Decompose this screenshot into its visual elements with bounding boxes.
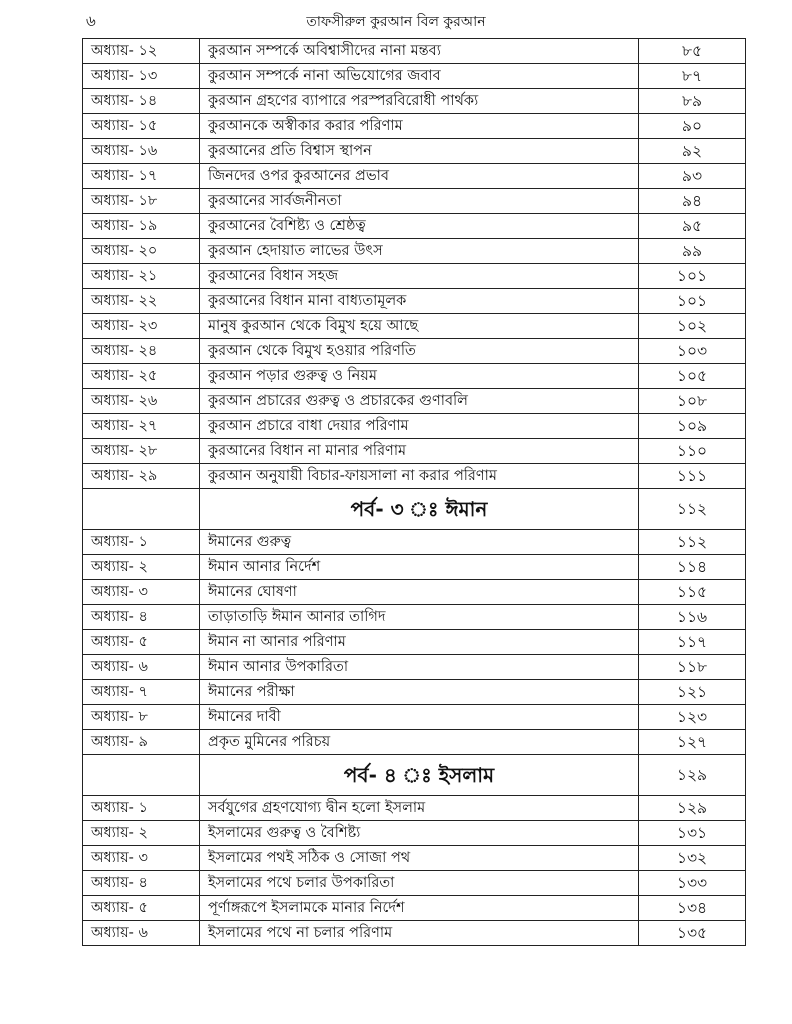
part-heading-row <box>83 755 746 796</box>
chapter-label: অধ্যায়- ৭ <box>83 680 200 705</box>
table-row <box>83 89 746 114</box>
table-row <box>83 439 746 464</box>
page-number-cell: ৯৯ <box>639 239 746 264</box>
chapter-label: অধ্যায়- ২৫ <box>83 364 200 389</box>
table-row <box>83 555 746 580</box>
table-row <box>83 214 746 239</box>
chapter-title: ঈমান আনার নির্দেশ <box>200 555 639 580</box>
table-row <box>83 530 746 555</box>
chapter-label: অধ্যায়- ১৭ <box>83 164 200 189</box>
page-number-cell: ১৩৪ <box>639 896 746 921</box>
chapter-label: অধ্যায়- ৯ <box>83 730 200 755</box>
table-row <box>83 846 746 871</box>
chapter-title: ঈমান না আনার পরিণাম <box>200 630 639 655</box>
table-row <box>83 289 746 314</box>
table-row <box>83 239 746 264</box>
table-row <box>83 314 746 339</box>
table-row <box>83 139 746 164</box>
chapter-label: অধ্যায়- ২১ <box>83 264 200 289</box>
chapter-title: ঈমানের পরীক্ষা <box>200 680 639 705</box>
chapter-label: অধ্যায়- ৬ <box>83 655 200 680</box>
chapter-label: অধ্যায়- ১৬ <box>83 139 200 164</box>
page-number-cell: ১৩৩ <box>639 871 746 896</box>
chapter-title: ঈমান আনার উপকারিতা <box>200 655 639 680</box>
page-number-cell: ৮৯ <box>639 89 746 114</box>
table-row <box>83 364 746 389</box>
table-row <box>83 655 746 680</box>
chapter-title: ঈমানের ঘোষণা <box>200 580 639 605</box>
page-number-cell: ১১৫ <box>639 580 746 605</box>
chapter-label: অধ্যায়- ১ <box>83 530 200 555</box>
chapter-label: অধ্যায়- ২২ <box>83 289 200 314</box>
chapter-title: কুরআনের সার্বজনীনতা <box>200 189 639 214</box>
chapter-title: কুরআন গ্রহণের ব্যাপারে পরস্পরবিরোধী পার্থক্য <box>200 89 639 114</box>
chapter-title: কুরআনের বিধান সহজ <box>200 264 639 289</box>
chapter-label: অধ্যায়- ১৮ <box>83 189 200 214</box>
page-number-cell: ৯৫ <box>639 214 746 239</box>
part-heading-row <box>83 489 746 530</box>
chapter-label: অধ্যায়- ২০ <box>83 239 200 264</box>
chapter-label: অধ্যায়- ১৩ <box>83 64 200 89</box>
chapter-title: কুরআন প্রচারের গুরুত্ব ও প্রচারকের গুণাবলি <box>200 389 639 414</box>
table-row <box>83 871 746 896</box>
table-row <box>83 464 746 489</box>
chapter-label <box>83 755 200 796</box>
chapter-label: অধ্যায়- ৪ <box>83 605 200 630</box>
table-row <box>83 414 746 439</box>
chapter-label: অধ্যায়- ১৪ <box>83 89 200 114</box>
page-number-cell: ৯০ <box>639 114 746 139</box>
chapter-label: অধ্যায়- ৪ <box>83 871 200 896</box>
table-row <box>83 339 746 364</box>
page-number-cell: ১৩৫ <box>639 921 746 946</box>
chapter-title: সর্বযুগের গ্রহণযোগ্য দ্বীন হলো ইসলাম <box>200 796 639 821</box>
table-row <box>83 796 746 821</box>
page-number-cell: ৮৫ <box>639 39 746 64</box>
chapter-title: কুরআনের প্রতি বিশ্বাস স্থাপন <box>200 139 639 164</box>
table-row <box>83 64 746 89</box>
chapter-title: কুরআন থেকে বিমুখ হওয়ার পরিণতি <box>200 339 639 364</box>
table-row <box>83 389 746 414</box>
table-row <box>83 630 746 655</box>
chapter-title: প্রকৃত মুমিনের পরিচয় <box>200 730 639 755</box>
page-number-cell: ১০৮ <box>639 389 746 414</box>
page-number-cell: ১১২ <box>639 489 746 530</box>
chapter-label: অধ্যায়- ১ <box>83 796 200 821</box>
toc-body <box>83 39 746 946</box>
page-number: ৬ <box>86 12 96 30</box>
page-number-cell: ১১২ <box>639 530 746 555</box>
chapter-label: অধ্যায়- ৩ <box>83 846 200 871</box>
page-number-cell: ৮৭ <box>639 64 746 89</box>
page-number-cell: ১০১ <box>639 264 746 289</box>
table-row <box>83 164 746 189</box>
chapter-label: অধ্যায়- ৫ <box>83 896 200 921</box>
table-row <box>83 680 746 705</box>
table-row <box>83 705 746 730</box>
page-number-cell: ১৩২ <box>639 846 746 871</box>
chapter-title: ইসলামের পথই সঠিক ও সোজা পথ <box>200 846 639 871</box>
chapter-label: অধ্যায়- ১২ <box>83 39 200 64</box>
page-number-cell: ১০২ <box>639 314 746 339</box>
chapter-title: ঈমানের দাবী <box>200 705 639 730</box>
page-header <box>0 0 792 36</box>
chapter-title: ইসলামের পথে না চলার পরিণাম <box>200 921 639 946</box>
page-number-cell: ১২৩ <box>639 705 746 730</box>
page-number-cell: ১০১ <box>639 289 746 314</box>
table-row <box>83 896 746 921</box>
chapter-title: ঈমানের গুরুত্ব <box>200 530 639 555</box>
chapter-label: অধ্যায়- ২৭ <box>83 414 200 439</box>
part-title: পর্ব- ৪ ঃ ইসলাম <box>200 755 639 796</box>
page-number-cell: ৯২ <box>639 139 746 164</box>
page-number-cell: ১১৭ <box>639 630 746 655</box>
chapter-title: জিনদের ওপর কুরআনের প্রভাব <box>200 164 639 189</box>
chapter-label: অধ্যায়- ২৯ <box>83 464 200 489</box>
chapter-label: অধ্যায়- ১৫ <box>83 114 200 139</box>
page-number-cell: ১১০ <box>639 439 746 464</box>
page-number-cell: ১০৩ <box>639 339 746 364</box>
page-number-cell: ১১১ <box>639 464 746 489</box>
chapter-title: কুরআনের বিধান না মানার পরিণাম <box>200 439 639 464</box>
chapter-title: তাড়াতাড়ি ঈমান আনার তাগিদ <box>200 605 639 630</box>
chapter-title: কুরআনের বিধান মানা বাধ্যতামূলক <box>200 289 639 314</box>
chapter-title: কুরআন হেদায়াত লাভের উৎস <box>200 239 639 264</box>
page-number-cell: ১০৫ <box>639 364 746 389</box>
chapter-title: ইসলামের পথে চলার উপকারিতা <box>200 871 639 896</box>
table-row <box>83 921 746 946</box>
chapter-label: অধ্যায়- ২৮ <box>83 439 200 464</box>
chapter-label <box>83 489 200 530</box>
page-number-cell: ১২১ <box>639 680 746 705</box>
table-of-contents <box>82 38 746 946</box>
chapter-label: অধ্যায়- ৬ <box>83 921 200 946</box>
chapter-title: কুরআনের বৈশিষ্ট্য ও শ্রেষ্ঠত্ব <box>200 214 639 239</box>
page-number-cell: ১১৮ <box>639 655 746 680</box>
chapter-title: কুরআন সম্পর্কে নানা অভিযোগের জবাব <box>200 64 639 89</box>
chapter-label: অধ্যায়- ৮ <box>83 705 200 730</box>
chapter-title: কুরআন প্রচারে বাধা দেয়ার পরিণাম <box>200 414 639 439</box>
chapter-title: কুরআনকে অস্বীকার করার পরিণাম <box>200 114 639 139</box>
table-row <box>83 114 746 139</box>
page-number-cell: ১০৯ <box>639 414 746 439</box>
table-row <box>83 580 746 605</box>
chapter-title: কুরআন অনুযায়ী বিচার-ফায়সালা না করার পরিণাম <box>200 464 639 489</box>
page-number-cell: ১২৯ <box>639 796 746 821</box>
chapter-label: অধ্যায়- ২৬ <box>83 389 200 414</box>
table-row <box>83 605 746 630</box>
page-number-cell: ১১৬ <box>639 605 746 630</box>
table-row <box>83 264 746 289</box>
page-number-cell: ১২৭ <box>639 730 746 755</box>
chapter-label: অধ্যায়- ২৩ <box>83 314 200 339</box>
chapter-label: অধ্যায়- ২৪ <box>83 339 200 364</box>
table-row <box>83 189 746 214</box>
page-number-cell: ১২৯ <box>639 755 746 796</box>
table-row <box>83 730 746 755</box>
chapter-title: মানুষ কুরআন থেকে বিমুখ হয়ে আছে <box>200 314 639 339</box>
chapter-label: অধ্যায়- ৩ <box>83 580 200 605</box>
page-number-cell: ১৩১ <box>639 821 746 846</box>
chapter-title: পূর্ণাঙ্গরূপে ইসলামকে মানার নির্দেশ <box>200 896 639 921</box>
chapter-label: অধ্যায়- ২ <box>83 555 200 580</box>
table-row <box>83 821 746 846</box>
page-number-cell: ৯৩ <box>639 164 746 189</box>
running-title: তাফসীরুল কুরআন বিল কুরআন <box>306 14 486 30</box>
chapter-label: অধ্যায়- ৫ <box>83 630 200 655</box>
chapter-label: অধ্যায়- ১৯ <box>83 214 200 239</box>
page-number-cell: ৯৪ <box>639 189 746 214</box>
part-title: পর্ব- ৩ ঃ ঈমান <box>200 489 639 530</box>
chapter-title: কুরআন পড়ার গুরুত্ব ও নিয়ম <box>200 364 639 389</box>
chapter-title: ইসলামের গুরুত্ব ও বৈশিষ্ট্য <box>200 821 639 846</box>
page-number-cell: ১১৪ <box>639 555 746 580</box>
chapter-title: কুরআন সম্পর্কে অবিশ্বাসীদের নানা মন্তব্য <box>200 39 639 64</box>
table-row <box>83 39 746 64</box>
chapter-label: অধ্যায়- ২ <box>83 821 200 846</box>
